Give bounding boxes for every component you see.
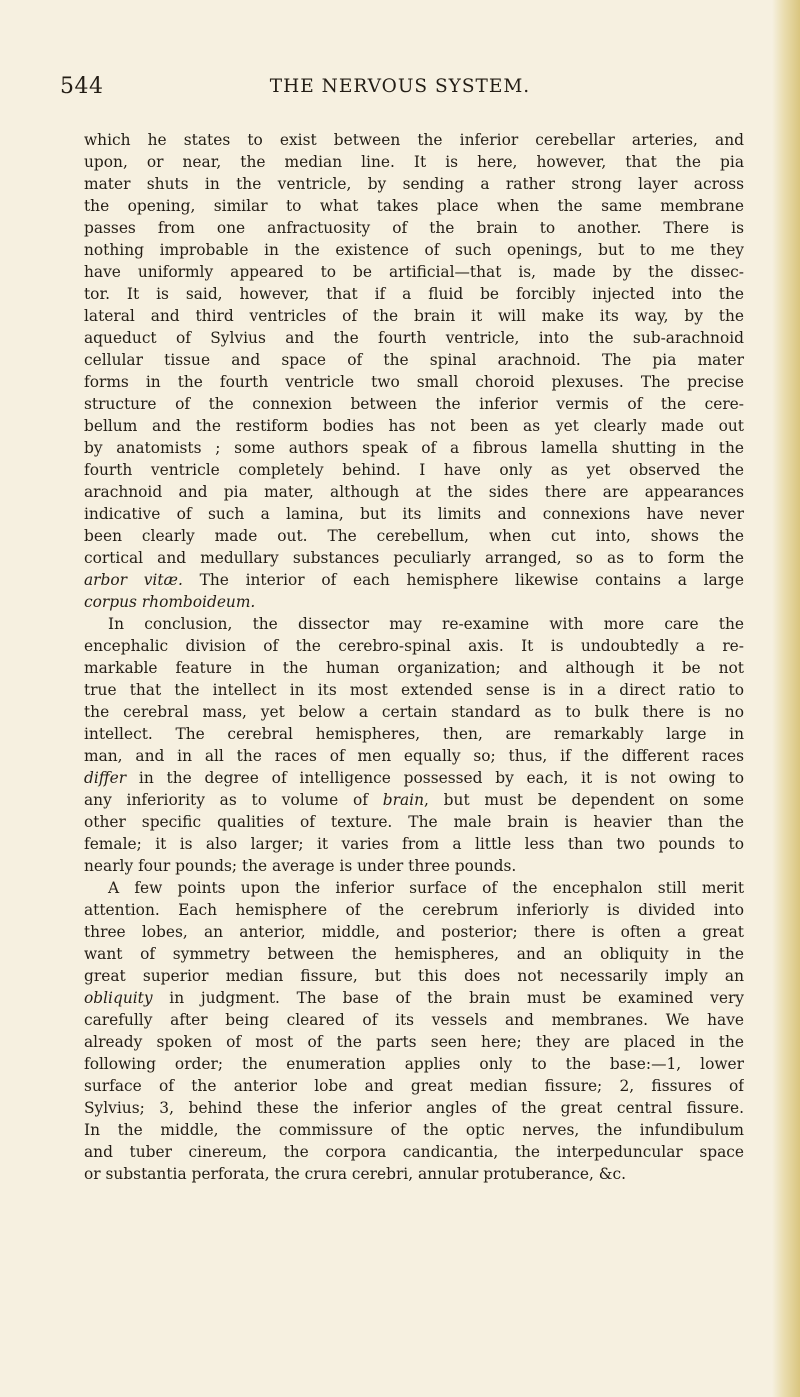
text-line: which he states to exist between the inferior cerebellar arteries, and [84,131,744,149]
text-line: structure of the connexion between the inferior vermis of the cere- [84,395,744,413]
text-line: been clearly made out. The cerebellum, when cut into, shows the [84,527,744,545]
text-line [84,789,744,811]
text-line: true that the intellect in its most extended sense is in a direct ratio to [84,681,744,699]
text-line: cellular tissue and space of the spinal arachnoid. The pia mater [84,351,744,369]
italic-term: corpus rhomboideum. [84,593,256,611]
text-line: A few points upon the inferior surface of the encephalon still merit [108,879,744,897]
text-line [84,569,744,591]
text-line: attention. Each hemisphere of the cerebrum inferiorly is divided into [84,901,744,919]
text-line: already spoken of most of the parts seen here; they are placed in the [84,1033,744,1051]
text-line: cortical and medullary substances peculiarly arranged, so as to form the [84,549,744,567]
text-line: markable feature in the human organization; and although it be not [84,659,744,677]
text-line-segment: any inferiority as to volume of [84,791,383,809]
text-line: arachnoid and pia mater, although at the sides there are appearances [84,483,744,501]
text-line [84,591,744,613]
text-line: and tuber cinereum, the corpora candicantia, the interpeduncular space [84,1143,744,1161]
running-head: THE NERVOUS SYSTEM. [269,76,531,97]
italic-term: obliquity [84,989,153,1007]
text-line-segment: The interior of each hemisphere likewise contains a large [182,571,744,589]
page-header [60,74,740,108]
text-line: lateral and third ventricles of the brain it will make its way, by the [84,307,744,325]
text-line-segment: in the degree of intelligence possessed by each, it is not owing to [126,769,744,787]
text-line-segment: , but must be dependent on some [424,791,744,809]
page-edge-shadow [772,0,800,1397]
text-line: nearly four pounds; the average is under three pounds. [84,857,517,875]
text-line: the cerebral mass, yet below a certain standard as to bulk there is no [84,703,744,721]
text-line: female; it is also larger; it varies from a little less than two pounds to [84,835,744,853]
text-line: fourth ventricle completely behind. I have only as yet observed the [84,461,744,479]
italic-term: arbor vitæ. [84,571,183,589]
text-line: great superior median fissure, but this does not necessarily imply an [84,967,744,985]
text-line: encephalic division of the cerebro-spinal axis. It is undoubtedly a re- [84,637,744,655]
text-line: tor. It is said, however, that if a fluid be forcibly injected into the [84,285,744,303]
text-line: the opening, similar to what takes place when the same membrane [84,197,744,215]
text-line: want of symmetry between the hemispheres, and an obliquity in the [84,945,744,963]
text-line: In the middle, the commissure of the optic nerves, the infundibulum [84,1121,744,1139]
text-line [84,767,744,789]
text-line: intellect. The cerebral hemispheres, then, are remarkably large in [84,725,744,743]
text-line: passes from one anfractuosity of the brain to another. There is [84,219,744,237]
text-line: mater shuts in the ventricle, by sending a rather strong layer across [84,175,744,193]
text-line: carefully after being cleared of its vessels and membranes. We have [84,1011,744,1029]
text-line: forms in the fourth ventricle two small choroid plexuses. The precise [84,373,744,391]
body-text [84,129,744,1185]
text-line: upon, or near, the median line. It is here, however, that the pia [84,153,744,171]
text-line: bellum and the restiform bodies has not been as yet clearly made out [84,417,744,435]
text-line: indicative of such a lamina, but its limits and connexions have never [84,505,744,523]
text-line: have uniformly appeared to be artificial—that is, made by the dissec- [84,263,744,281]
page-number: 544 [60,74,104,99]
text-line [84,987,744,1009]
text-line-segment: in judgment. The base of the brain must be examined very [152,989,744,1007]
text-line: following order; the enumeration applies only to the base:—1, lower [84,1055,744,1073]
text-line: by anatomists ; some authors speak of a fibrous lamella shutting in the [84,439,744,457]
text-line: surface of the anterior lobe and great median fissure; 2, fissures of [84,1077,744,1095]
text-line: other specific qualities of texture. The male brain is heavier than the [84,813,744,831]
italic-term: differ [84,769,127,787]
italic-term: brain [382,791,425,809]
text-line: man, and in all the races of men equally so; thus, if the different races [84,747,744,765]
text-line: aqueduct of Sylvius and the fourth ventricle, into the sub-arachnoid [84,329,744,347]
text-line: three lobes, an anterior, middle, and posterior; there is often a great [84,923,744,941]
text-line: nothing improbable in the existence of such openings, but to me they [84,241,744,259]
text-line: or substantia perforata, the crura cerebri, annular protuberance, &c. [84,1165,626,1183]
text-line: In conclusion, the dissector may re-examine with more care the [108,615,744,633]
text-line: Sylvius; 3, behind these the inferior angles of the great central fissure. [84,1099,744,1117]
